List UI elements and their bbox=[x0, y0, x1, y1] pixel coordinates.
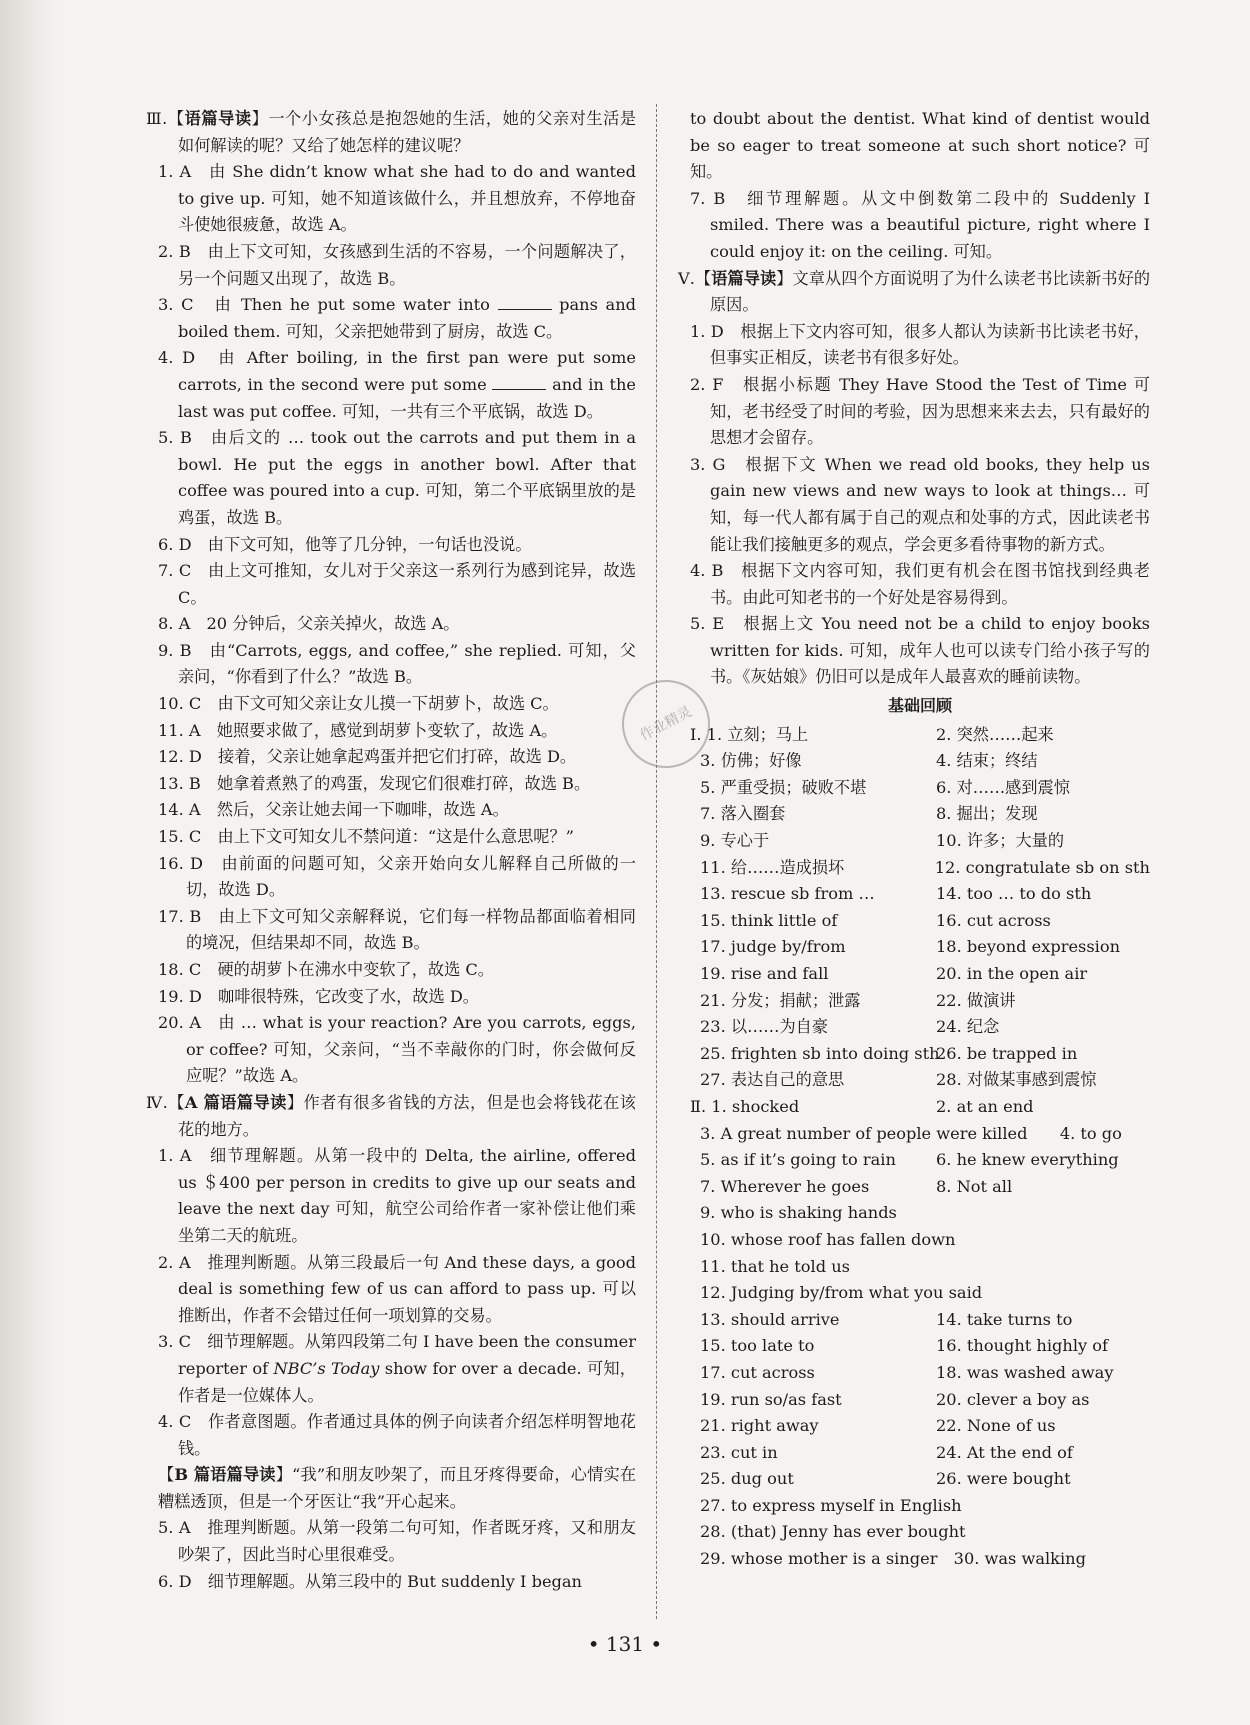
left-answer-item: 19. D 咖啡很特殊，它改变了水，故选 D。 bbox=[158, 986, 479, 1006]
left-answer-item: 14. A 然后，父亲让她去闻一下咖啡，故选 A。 bbox=[158, 800, 509, 820]
section1-vocab-row bbox=[690, 775, 1150, 802]
vocab-entry: 23. cut in bbox=[700, 1442, 778, 1462]
section1-vocab-row bbox=[690, 748, 1150, 775]
left-answer-item: 3. C 由 Then he put some water into pans and boiled them. 可知，父亲把她带到了厨房，故选 C。 bbox=[158, 295, 636, 341]
vocab-entry: 17. judge by/from bbox=[700, 937, 846, 957]
left-answer-item: 10. C 由下文可知父亲让女儿摸一下胡萝卜，故选 C。 bbox=[158, 694, 559, 714]
vocab-entry: 25. frighten sb into doing sth bbox=[700, 1043, 940, 1063]
paper-shadow-edge bbox=[0, 0, 60, 1725]
left-answer-item: 11. A 她照要求做了，感觉到胡萝卜变软了，故选 A。 bbox=[158, 720, 558, 740]
vocab-entry: 9. who is shaking hands bbox=[700, 1203, 897, 1223]
right-answer-column bbox=[678, 106, 1151, 1573]
left-answer-item: 4. D 由 After boiling, in the first pan were put some carrots, in the second were put some and in the last was put coffee. 可知，一共有三个平底锅，故选 D。 bbox=[158, 348, 636, 421]
left-answer-item: 6. D 由下文可知，他等了几分钟，一句话也没说。 bbox=[158, 534, 532, 554]
section2-vocab-row bbox=[690, 1174, 1150, 1201]
vocab-entry: 18. beyond expression bbox=[936, 937, 1121, 957]
section2-vocab-row bbox=[690, 1493, 1150, 1520]
left-answer-item: 15. C 由上下文可知女儿不禁问道：“这是什么意思呢？” bbox=[158, 827, 574, 847]
vocab-entry: 15. think little of bbox=[700, 910, 838, 930]
vocab-entry: 21. 分发；捐献；泄露 bbox=[700, 990, 861, 1010]
section2-vocab-row bbox=[690, 1121, 1150, 1148]
section2-vocab-row bbox=[690, 1200, 1150, 1227]
vocab-entry: 24. At the end of bbox=[936, 1442, 1073, 1462]
vocab-entry: 19. rise and fall bbox=[700, 964, 829, 983]
left-answer-column bbox=[146, 106, 637, 1595]
vocab-entry: 5. 严重受损；破败不堪 bbox=[700, 777, 867, 797]
left-answer-item: 3. C 细节理解题。从第四段第二句 I have been the consumer reporter of NBC’s Today show for over a decade. 可知，作者是一位媒体人。 bbox=[158, 1332, 636, 1405]
section2-vocab-row bbox=[690, 1227, 1150, 1254]
section1-vocab-row bbox=[690, 934, 1150, 961]
left-answer-item: 8. A 20 分钟后，父亲关掉火，故选 A。 bbox=[158, 614, 460, 634]
vocab-entry: Ⅰ. 1. 立刻；马上 bbox=[690, 724, 809, 744]
vocab-entry: 27. 表达自己的意思 bbox=[700, 1070, 845, 1090]
vocab-entry: 26. be trapped in bbox=[936, 1043, 1078, 1063]
vocab-entry: 5. as if it’s going to rain bbox=[700, 1150, 896, 1170]
column-divider bbox=[656, 104, 657, 1619]
section1-vocab-row bbox=[690, 855, 1150, 882]
left-answer-item: 9. B 由“Carrots, eggs, and coffee,” she replied. 可知，父亲问，“你看到了什么？”故选 B。 bbox=[158, 640, 636, 687]
watermark-stamp: 作业精灵 bbox=[606, 664, 725, 783]
vocab-entry: 29. whose mother is a singer 30. was walking bbox=[700, 1549, 1086, 1569]
section1-vocab-row bbox=[690, 1014, 1150, 1041]
vocab-entry: 11. 给……造成损坏 bbox=[700, 857, 845, 877]
vocab-entry: 6. 对……感到震惊 bbox=[936, 777, 1070, 797]
left-answer-item: 20. A 由 … what is your reaction? Are you carrots, eggs, or coffee? 可知，父亲问，“当不幸敲你的门时，你会做何反应呢？”故选 A。 bbox=[158, 1013, 636, 1086]
vocab-entry: 2. at an end bbox=[936, 1096, 1034, 1116]
left-answer-item: 13. B 她拿着煮熟了的鸡蛋，发现它们很难打碎，故选 B。 bbox=[158, 773, 591, 793]
section2-vocab-row bbox=[690, 1147, 1150, 1174]
vocab-entry: 22. None of us bbox=[936, 1416, 1056, 1436]
vocab-entry: 16. cut across bbox=[936, 910, 1051, 930]
left-answer-item: 4. C 作者意图题。作者通过具体的例子向读者介绍怎样明智地花钱。 bbox=[158, 1412, 636, 1458]
vocab-entry: 12. Judging by/from what you said bbox=[700, 1283, 983, 1303]
vocab-entry: 8. Not all bbox=[936, 1176, 1013, 1196]
vocab-entry: 28. 对做某事感到震惊 bbox=[936, 1070, 1097, 1090]
right-answer-item: Ⅴ.【语篇导读】文章从四个方面说明了为什么读老书比读新书好的原因。 bbox=[678, 268, 1151, 315]
section1-vocab-row bbox=[690, 1067, 1150, 1094]
vocab-section-one bbox=[690, 722, 1150, 1094]
left-answer-item: 17. B 由上下文可知父亲解释说，它们每一样物品都面临着相同的境况，但结果却不同，故选 B。 bbox=[158, 906, 636, 953]
vocab-entry: 10. whose roof has fallen down bbox=[700, 1229, 956, 1249]
section1-vocab-row bbox=[690, 908, 1150, 935]
section1-vocab-row bbox=[690, 828, 1150, 855]
section2-vocab-row bbox=[690, 1333, 1150, 1360]
vocab-entry: 13. rescue sb from … bbox=[700, 884, 875, 904]
section2-vocab-row bbox=[690, 1360, 1150, 1387]
left-answer-item: Ⅳ.【A 篇语篇导读】作者有很多省钱的方法，但是也会将钱花在该花的地方。 bbox=[146, 1092, 636, 1139]
vocab-entry: 8. 掘出；发现 bbox=[936, 804, 1038, 824]
left-answer-item: 16. D 由前面的问题可知，父亲开始向女儿解释自己所做的一切，故选 D。 bbox=[158, 853, 636, 900]
vocab-entry: 26. were bought bbox=[936, 1469, 1071, 1489]
section1-vocab-row bbox=[690, 988, 1150, 1015]
section2-vocab-row bbox=[690, 1519, 1150, 1546]
vocab-entry: 18. was washed away bbox=[936, 1362, 1114, 1382]
right-answer-item: 3. G 根据下文 When we read old books, they help us gain new views and new ways to look at things… 可知，每一代人都有属于自己的观点和处事的方式，因此读老书能让我们接触更多的观点，学会更多看待事物的新方式。 bbox=[690, 454, 1150, 554]
right-answer-item: 4. B 根据下文内容可知，我们更有机会在图书馆找到经典老书。由此可知老书的一个好处是容易得到。 bbox=[690, 561, 1150, 607]
section2-vocab-row bbox=[690, 1254, 1150, 1281]
vocab-entry: 16. thought highly of bbox=[936, 1336, 1109, 1356]
vocab-entry: 6. he knew everything bbox=[936, 1150, 1119, 1170]
right-answer-item: to doubt about the dentist. What kind of dentist would be so eager to treat someone at such short notice? 可知。 bbox=[690, 109, 1150, 182]
left-answer-item: 7. C 由上文可推知，女儿对于父亲这一系列行为感到诧异，故选 C。 bbox=[158, 561, 636, 607]
vocab-entry: 25. dug out bbox=[700, 1469, 794, 1489]
left-answer-item: 1. A 由 She didn’t know what she had to do and wanted to give up. 可知，她不知道该做什么，并且想放弃，不停地奋斗使她很疲惫，故选 A。 bbox=[158, 162, 636, 235]
section1-vocab-row bbox=[690, 1041, 1150, 1068]
left-answer-item: 2. B 由上下文可知，女孩感到生活的不容易，一个问题解决了，另一个问题又出现了，故选 B。 bbox=[158, 241, 636, 288]
section2-vocab-row bbox=[690, 1280, 1150, 1307]
left-answer-item: 2. A 推理判断题。从第三段最后一句 And these days, a good deal is something few of us can afford to pass up. 可以推断出，作者不会错过任何一项划算的交易。 bbox=[158, 1252, 636, 1325]
vocab-entry: 23. 以……为自豪 bbox=[700, 1017, 829, 1037]
section1-vocab-row bbox=[690, 961, 1150, 988]
vocab-entry: 13. should arrive bbox=[700, 1309, 840, 1329]
vocab-entry: 10. 许多；大量的 bbox=[936, 831, 1065, 851]
section2-vocab-row bbox=[690, 1094, 1150, 1121]
right-answer-item: 2. F 根据小标题 They Have Stood the Test of Time 可知，老书经受了时间的考验，因为思想来来去去，只有最好的思想才会留存。 bbox=[690, 374, 1150, 448]
vocab-entry: 27. to express myself in English bbox=[700, 1495, 962, 1515]
vocab-entry: 20. clever a boy as bbox=[936, 1389, 1090, 1409]
right-answer-item: 7. B 细节理解题。从文中倒数第二段中的 Suddenly I smiled. There was a beautiful picture, right where I could enjoy it: on the ceiling. 可知。 bbox=[690, 188, 1150, 261]
section2-vocab-row bbox=[690, 1387, 1150, 1414]
vocab-entry: 2. 突然……起来 bbox=[936, 724, 1054, 744]
section1-vocab-row bbox=[690, 801, 1150, 828]
vocab-entry: 24. 纪念 bbox=[936, 1017, 1000, 1037]
review-section-title: 基础回顾 bbox=[887, 696, 952, 716]
vocab-entry: 15. too late to bbox=[700, 1336, 815, 1356]
left-answer-item: 5. B 由后文的 … took out the carrots and put them in a bowl. He put the eggs in another bowl. After that coffee was poured into a cup. 可知，第二个平底锅里放的是鸡蛋，故选 B。 bbox=[158, 428, 636, 527]
section2-vocab-row bbox=[690, 1546, 1150, 1573]
vocab-section-two bbox=[690, 1094, 1150, 1573]
left-answer-item: Ⅲ.【语篇导读】一个小女孩总是抱怨她的生活，她的父亲对生活是如何解读的呢？又给了她怎样的建议呢？ bbox=[146, 109, 637, 155]
section1-vocab-row bbox=[690, 881, 1150, 908]
left-answer-item: 【B 篇语篇导读】“我”和朋友吵架了，而且牙疼得要命，心情实在糟糕透顶，但是一个牙医让“我”开心起来。 bbox=[158, 1465, 637, 1511]
left-answer-item: 18. C 硬的胡萝卜在沸水中变软了，故选 C。 bbox=[158, 960, 494, 979]
section2-vocab-row bbox=[690, 1440, 1150, 1467]
section1-vocab-row bbox=[690, 722, 1150, 749]
vocab-entry: 17. cut across bbox=[700, 1362, 815, 1382]
vocab-entry: 21. right away bbox=[700, 1416, 819, 1436]
vocab-entry: 19. run so/as fast bbox=[700, 1389, 842, 1409]
left-answer-item: 1. A 细节理解题。从第一段中的 Delta, the airline, offered us ＄400 per person in credits to give up our seats and leave the next day 可知，航空公司给作者一家补偿让他们乘坐第二天的航班。 bbox=[158, 1146, 636, 1245]
left-answer-item: 5. A 推理判断题。从第一段第二句可知，作者既牙疼，又和朋友吵架了，因此当时心里很难受。 bbox=[158, 1518, 636, 1565]
vocab-entry: 3. 仿佛；好像 bbox=[700, 751, 802, 771]
section2-vocab-row bbox=[690, 1307, 1150, 1334]
page-number: • 131 • bbox=[587, 1632, 663, 1656]
vocab-entry: 14. take turns to bbox=[936, 1309, 1073, 1329]
section2-vocab-row bbox=[690, 1413, 1150, 1440]
vocab-entry: 3. A great number of people were killed 4. to go bbox=[700, 1123, 1122, 1143]
vocab-entry: 22. 做演讲 bbox=[936, 990, 1016, 1010]
vocab-entry: 28. (that) Jenny has ever bought bbox=[700, 1522, 966, 1542]
vocab-entry: 7. 落入圈套 bbox=[700, 804, 786, 824]
vocab-entry: 20. in the open air bbox=[936, 964, 1088, 983]
left-answer-item: 6. D 细节理解题。从第三段中的 But suddenly I began bbox=[158, 1571, 582, 1591]
vocab-entry: 9. 专心于 bbox=[700, 831, 770, 851]
vocab-entry: Ⅱ. 1. shocked bbox=[690, 1096, 800, 1116]
left-answer-item: 12. D 接着，父亲让她拿起鸡蛋并把它们打碎，故选 D。 bbox=[158, 747, 577, 767]
section2-vocab-row bbox=[690, 1466, 1150, 1493]
vocab-entry: 4. 结束；终结 bbox=[936, 751, 1038, 771]
right-answer-item: 1. D 根据上下文内容可知，很多人都认为读新书比读老书好，但事实正相反，读老书有很多好处。 bbox=[690, 321, 1150, 368]
vocab-entry: 14. too … to do sth bbox=[936, 884, 1092, 904]
vocab-entry: 7. Wherever he goes bbox=[700, 1176, 870, 1196]
vocab-entry: 12. congratulate sb on sth bbox=[934, 857, 1150, 877]
right-answer-item: 5. E 根据上文 You need not be a child to enjoy books written for kids. 可知，成年人也可以读专门给小孩子写的书。《灰姑娘》仍旧可以是成年人最喜欢的睡前读物。 bbox=[690, 614, 1150, 687]
vocab-entry: 11. that he told us bbox=[700, 1256, 850, 1276]
